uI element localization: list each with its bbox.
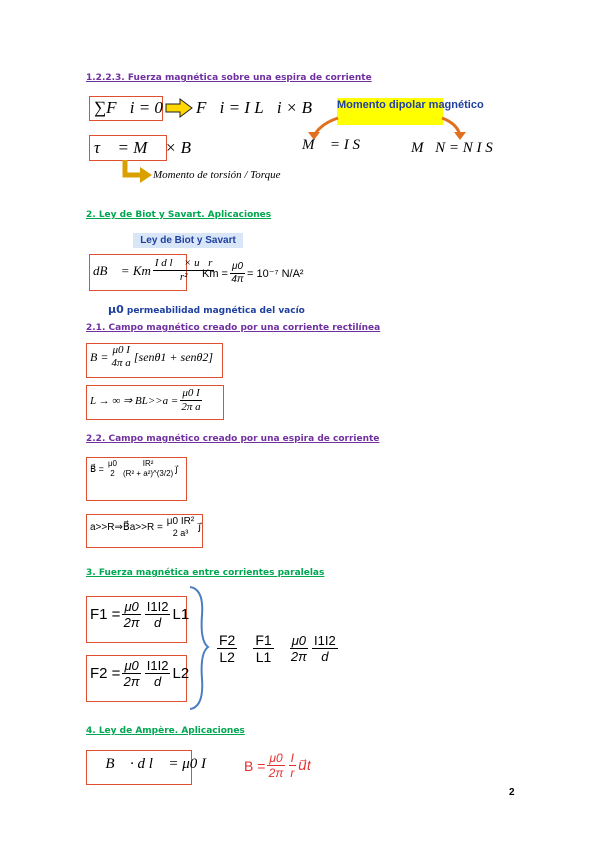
km-numerator: μ0	[231, 261, 244, 272]
ampere-box	[86, 750, 206, 785]
ratio-denominator-3: 2π	[290, 649, 307, 664]
f2-denominator-1: 2π	[123, 674, 140, 689]
sum-forces-box	[89, 96, 163, 121]
km-denominator: 4π	[231, 274, 244, 285]
infinite-denominator: 2π a	[181, 401, 201, 413]
biot-equation	[93, 258, 216, 283]
rect-numerator: μ0 I	[112, 344, 130, 356]
f2-box	[86, 655, 190, 702]
loop-far-rhs: j⃗	[198, 522, 202, 533]
f2-rhs: L2	[172, 665, 190, 682]
loop-far-equation	[90, 517, 201, 538]
torque-label: Momento de torsión / Torque	[153, 169, 281, 181]
km-rhs: = 10⁻⁷ N/A²	[247, 268, 304, 280]
f2-denominator-2: d	[154, 674, 162, 689]
km-lhs: Km =	[202, 267, 228, 280]
momento-dipolar-badge: Momento dipolar magnético	[337, 98, 443, 125]
f2-numerator-2: I1I2	[146, 658, 169, 673]
f1-denominator-2: d	[154, 615, 162, 630]
f1-numerator-1: μ0	[124, 599, 139, 614]
biot-numerator: I d l⃗ × u⃗r	[154, 257, 213, 269]
rect-box	[86, 343, 223, 378]
ampere-equation: ∮ B⃗ · d l⃗ = μ0 I	[90, 756, 206, 772]
ampere-denominator-2: r	[290, 766, 295, 780]
ampere-denominator-1: 2π	[268, 766, 284, 780]
loop-far-denominator: 2 a³	[172, 528, 189, 538]
loop-box	[86, 457, 187, 501]
ampere-field-rhs: u⃗t	[298, 757, 311, 773]
f1-lhs: F1 =	[90, 606, 121, 623]
section-heading-1223: 1.2.2.3. Fuerza magnética sobre una espira de corriente	[86, 73, 372, 83]
ratio-denominator-4: d	[321, 649, 329, 664]
moment-n-equation: M⃗N = N I S⃗	[411, 140, 505, 156]
loop-numerator-1: μ0	[107, 459, 117, 468]
infinite-equation	[90, 388, 204, 413]
moment-equation: M⃗ = I S⃗	[302, 137, 372, 153]
ratio-numerator-3: μ0	[291, 633, 307, 648]
sum-forces-equation: ∑F⃗i = 0	[94, 98, 163, 117]
f1-numerator-2: I1I2	[146, 599, 169, 614]
ampere-numerator-2: I	[290, 751, 294, 765]
rect-lhs: B =	[90, 349, 109, 364]
f1-box	[86, 596, 190, 643]
section-heading-21: 2.1. Campo magnético creado por una corriente rectilínea	[86, 323, 381, 333]
rect-equation	[90, 345, 213, 369]
f2-numerator-1: μ0	[124, 658, 139, 673]
ratio-equation	[215, 633, 340, 664]
biot-lhs: dB⃗ = Km	[93, 262, 151, 278]
f2-equation	[90, 659, 189, 688]
mu0-symbol: μ0	[108, 303, 124, 316]
rect-denominator: 4π a	[111, 357, 131, 369]
rect-rhs: [senθ1 + senθ2]	[133, 349, 214, 364]
loop-far-lhs: a>>R⇒B⃗a>>R =	[90, 522, 163, 533]
ratio-denominator-2: L1	[255, 649, 272, 665]
orange-arrows-icon	[300, 110, 480, 140]
ratio-numerator-1: F2	[219, 632, 236, 648]
loop-denominator-1: 2	[110, 469, 115, 478]
mu0-description-line	[108, 303, 305, 316]
f1-equation	[90, 600, 189, 629]
km-equation	[202, 262, 304, 285]
ratio-numerator-2: F1	[255, 632, 272, 648]
loop-denominator-2: (R² + a²)^(3/2)	[123, 469, 174, 478]
section-heading-2: 2. Ley de Biot y Savart. Aplicaciones	[86, 210, 272, 220]
loop-far-box	[86, 514, 203, 548]
infinite-box	[86, 385, 224, 420]
ley-biot-badge: Ley de Biot y Savart	[133, 233, 243, 248]
gold-bent-arrow-icon	[120, 160, 154, 184]
f1-denominator-1: 2π	[123, 615, 140, 630]
ratio-numerator-4: I1I2	[314, 633, 336, 648]
force-segment-equation: F⃗i = I L⃗i × B⃗	[196, 98, 326, 117]
section-heading-22: 2.2. Campo magnético creado por una espira de corriente	[86, 434, 380, 444]
infinite-lhs: L → ∞ ⇒ BL>>a =	[90, 395, 179, 407]
yellow-arrow-icon	[165, 98, 193, 118]
f2-lhs: F2 =	[90, 665, 121, 682]
torque-equation: τ⃗ = M⃗ × B⃗	[94, 138, 205, 157]
mu0-description: permeabilidad magnética del vacío	[126, 306, 305, 316]
section-heading-4: 4. Ley de Ampère. Aplicaciones	[86, 726, 245, 736]
infinite-numerator: μ0 I	[182, 387, 200, 399]
ampere-numerator-1: μ0	[269, 751, 283, 765]
biot-box	[89, 254, 213, 291]
ampere-field-equation	[244, 752, 311, 779]
ratio-denominator-1: L2	[219, 649, 235, 665]
ampere-field-lhs: B =	[244, 757, 266, 774]
loop-far-numerator: μ0 IR²	[166, 516, 195, 527]
section-heading-3: 3. Fuerza magnética entre corrientes paralelas	[86, 568, 325, 578]
loop-rhs: j⃗	[175, 463, 178, 474]
biot-denominator: r²	[179, 271, 188, 283]
loop-equation	[90, 460, 178, 478]
loop-lhs: B⃗ =	[90, 463, 104, 474]
loop-numerator-2: IR²	[142, 459, 154, 468]
blue-brace-icon	[186, 585, 210, 711]
torque-box	[89, 135, 205, 161]
f1-rhs: L1	[172, 606, 190, 623]
page-number: 2	[509, 787, 515, 798]
